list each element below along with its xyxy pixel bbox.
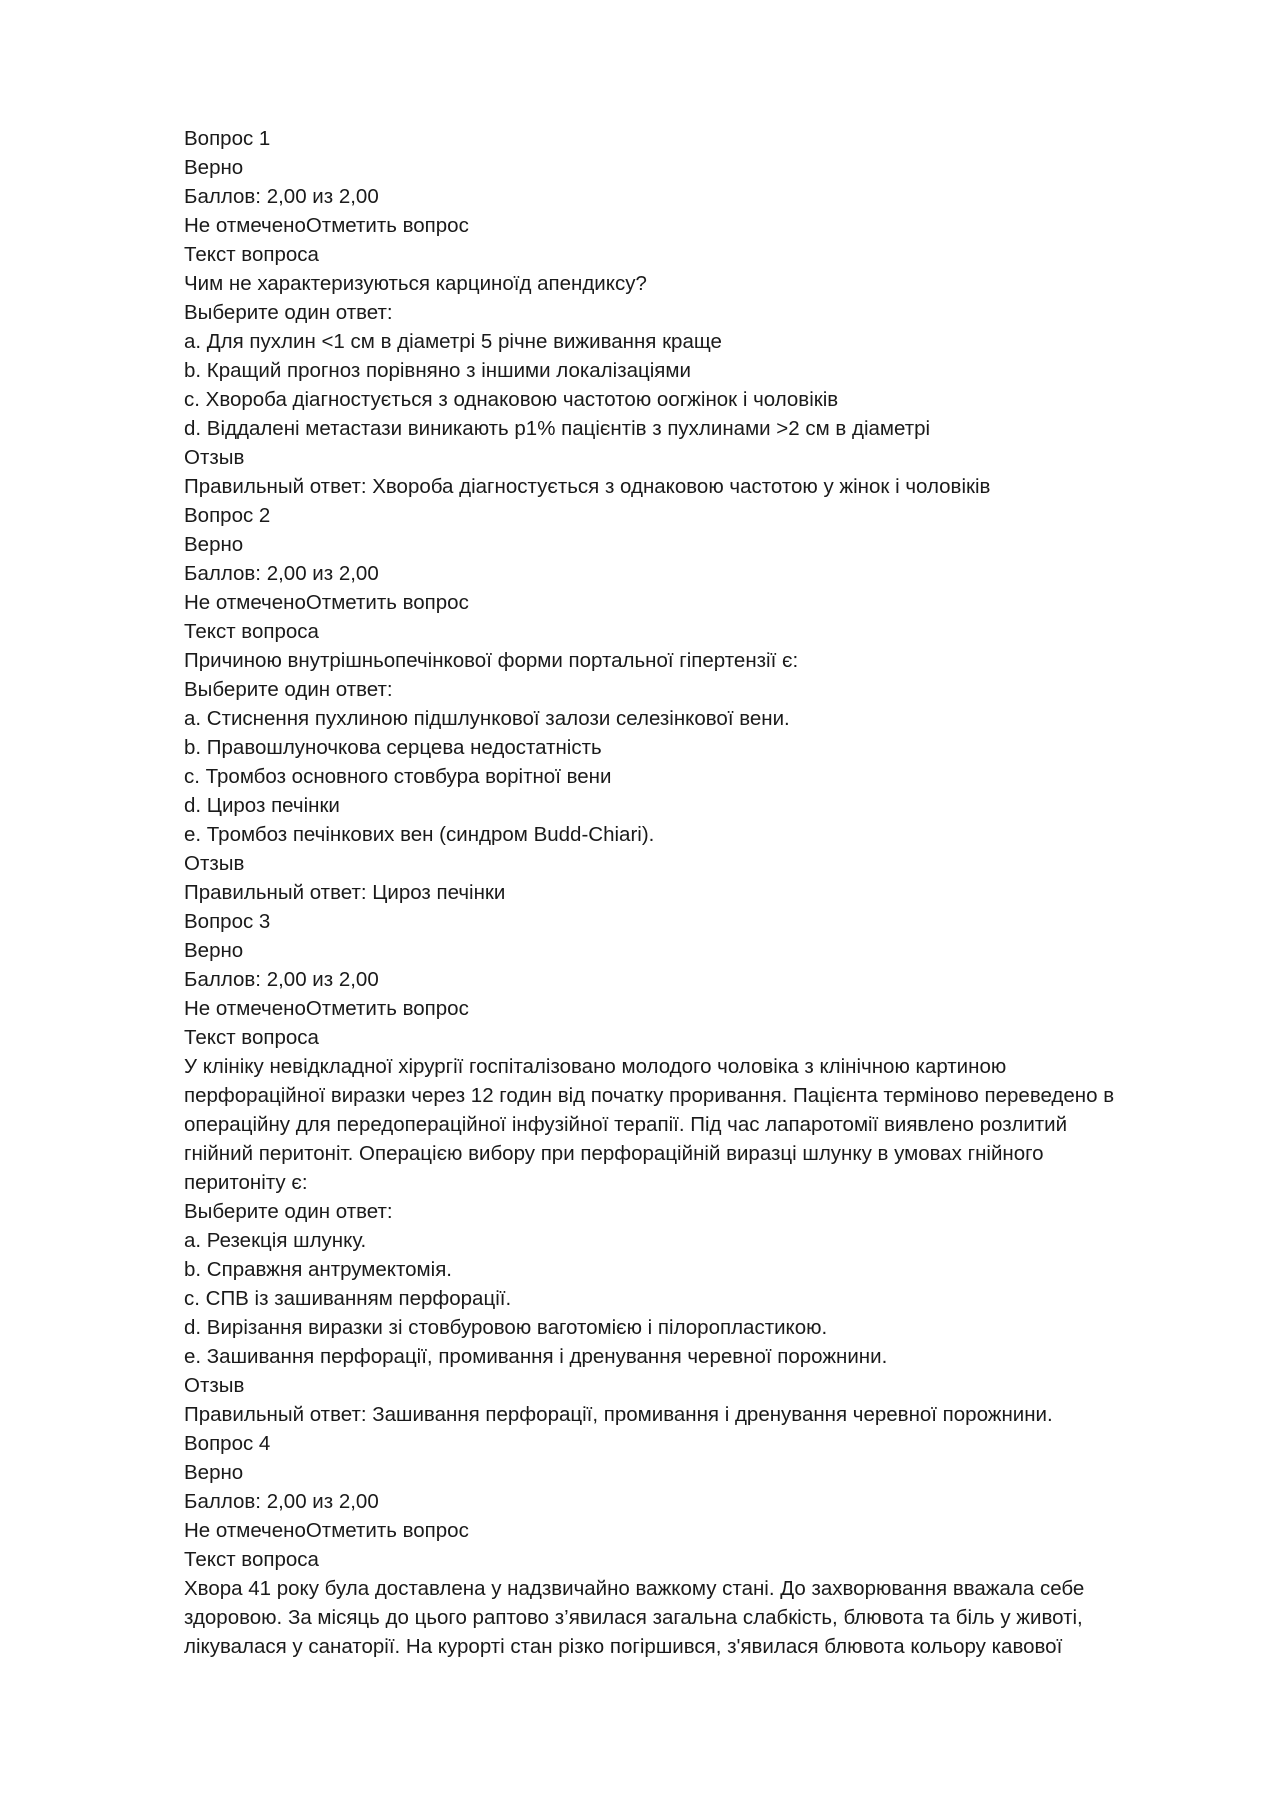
question-1-correct-answer: Правильный ответ: Хвороба діагностується з однаковою частотою у жінок і чоловіків [184,475,991,498]
question-1-option-d: d. Віддалені метастази виникають р1% пацієнтів з пухлинами >2 см в діаметрі [184,417,931,440]
question-3-text-line-3: операційну для передопераційної інфузійної терапії. Під час лапаротомії виявлено розлитий [184,1113,1068,1136]
question-3-text-line-4: гнійний перитоніт. Операцією вибору при перфораційній виразці шлунку в умовах гнійного [184,1142,1044,1165]
question-3-score: Баллов: 2,00 из 2,00 [184,968,379,991]
question-1-text: Чим не характеризуються карциноїд апендиксу? [184,272,647,295]
question-1-feedback-label: Отзыв [184,446,245,469]
question-4-text-line-2: здоровою. За місяць до цього раптово з’явилася загальна слабкість, блювота та біль у животі, [184,1606,1083,1629]
question-4-text-line-1: Хвора 41 року була доставлена у надзвичайно важкому стані. До захворювання вважала себе [184,1577,1085,1600]
question-1-status: Верно [184,156,244,179]
question-2-text-label: Текст вопроса [184,620,319,643]
question-4-status: Верно [184,1461,244,1484]
question-3-status: Верно [184,939,244,962]
question-3-option-e: e. Зашивання перфорації, промивання і дренування черевної порожнини. [184,1345,888,1368]
question-1-heading: Вопрос 1 [184,127,271,150]
question-2-prompt: Выберите один ответ: [184,678,393,701]
question-4-score: Баллов: 2,00 из 2,00 [184,1490,379,1513]
question-2-option-e: e. Тромбоз печінкових вен (синдром Budd-Chiari). [184,823,655,846]
question-3-heading: Вопрос 3 [184,910,271,933]
question-2-correct-answer: Правильный ответ: Цироз печінки [184,881,506,904]
question-3-prompt: Выберите один ответ: [184,1200,393,1223]
question-2-option-d: d. Цироз печінки [184,794,340,817]
question-3-option-b: b. Справжня антрумектомія. [184,1258,452,1281]
question-2-heading: Вопрос 2 [184,504,271,527]
question-2-status: Верно [184,533,244,556]
question-2-feedback-label: Отзыв [184,852,245,875]
question-2-option-a: a. Стиснення пухлиною підшлункової залози селезінкової вени. [184,707,790,730]
question-1-option-a: a. Для пухлин <1 см в діаметрі 5 річне виживання краще [184,330,722,353]
question-2-option-c: c. Тромбоз основного стовбура ворітної вени [184,765,612,788]
question-2-text: Причиною внутрішньопечінкової форми портальної гіпертензії є: [184,649,799,672]
question-1-option-b: b. Кращий прогноз порівняно з іншими локалізаціями [184,359,691,382]
question-2-option-b: b. Правошлуночкова серцева недостатність [184,736,602,759]
question-3-text-line-1: У клініку невідкладної хірургії госпіталізовано молодого чоловіка з клінічною картиною [184,1055,1007,1078]
question-1-option-c: c. Хвороба діагностується з однаковою частотою оогжінок і чоловіків [184,388,839,411]
question-3-option-c: c. СПВ із зашиванням перфорації. [184,1287,512,1310]
question-2-flag: Не отмеченоОтметить вопрос [184,591,469,614]
question-1-prompt: Выберите один ответ: [184,301,393,324]
question-2-score: Баллов: 2,00 из 2,00 [184,562,379,585]
question-1-score: Баллов: 2,00 из 2,00 [184,185,379,208]
question-3-option-d: d. Вирізання виразки зі стовбуровою ваготомією і пілоропластикою. [184,1316,828,1339]
question-1-text-label: Текст вопроса [184,243,319,266]
document-text [184,124,1184,1661]
question-4-text-label: Текст вопроса [184,1548,319,1571]
question-1-flag: Не отмеченоОтметить вопрос [184,214,469,237]
question-4-heading: Вопрос 4 [184,1432,271,1455]
question-3-feedback-label: Отзыв [184,1374,245,1397]
question-3-flag: Не отмеченоОтметить вопрос [184,997,469,1020]
question-4-text-line-3: лікувалася у санаторії. На курорті стан різко погіршився, з'явилася блювота кольору кавової [184,1635,1063,1658]
question-3-correct-answer: Правильный ответ: Зашивання перфорації, промивання і дренування черевної порожнини. [184,1403,1053,1426]
question-3-text-label: Текст вопроса [184,1026,319,1049]
question-4-flag: Не отмеченоОтметить вопрос [184,1519,469,1542]
question-3-option-a: a. Резекція шлунку. [184,1229,367,1252]
question-3-text-line-2: перфораційної виразки через 12 годин від початку проривання. Пацієнта терміново переведено в [184,1084,1115,1107]
question-3-text-line-5: перитоніту є: [184,1171,308,1194]
